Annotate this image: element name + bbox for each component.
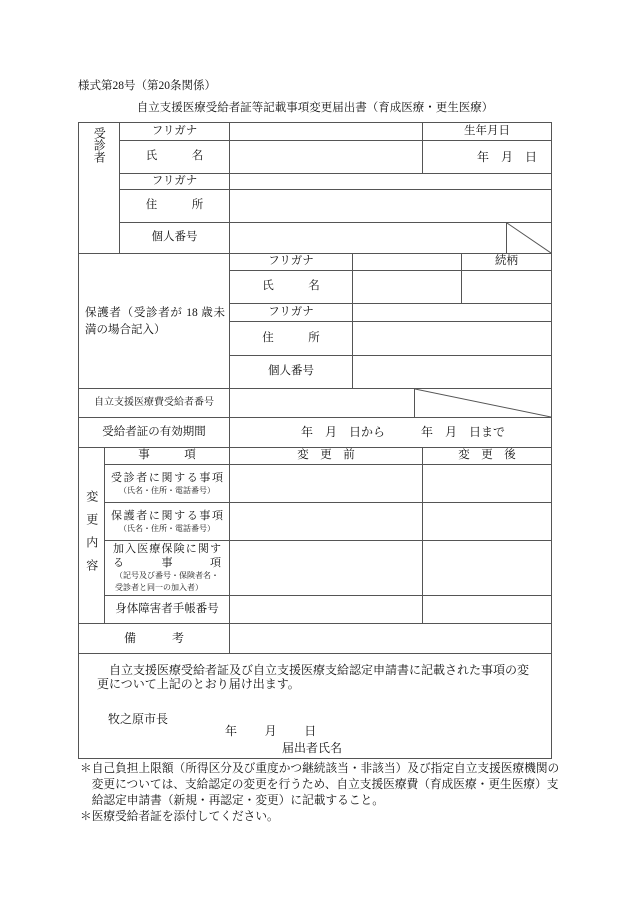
- change-row-patient-before: [229, 464, 423, 503]
- patient-number-void-cell: [506, 222, 552, 254]
- guardian-address-furigana-field: [352, 303, 552, 322]
- patient-furigana-label: フリガナ: [119, 122, 230, 141]
- patient-address-furigana-label: フリガナ: [119, 173, 230, 190]
- changes-header-item: 事 項: [104, 447, 230, 465]
- declaration-text: 自立支援医療受給者証及び自立支援医療支給認定申請書に記載された事項の変更について上記のとおり届け出ます。: [97, 663, 530, 691]
- change-row-disability-before: [229, 595, 423, 624]
- footnote: ＊自己負担上限額（所得区分及び重度かつ継続該当・非該当）及び指定自立支援医療機関の変更については、支給認定の変更を行うため、自立支援医療費（育成医療・更生医療）支給認定申請書（新規・再認定・変更）に記載すること。: [80, 762, 560, 807]
- patient-name-field: [229, 140, 423, 174]
- diagonal-strike: [507, 223, 551, 253]
- validity-period-field: 年 月 日から 年 月 日まで: [229, 417, 552, 448]
- validity-period-label: 受給者証の有効期間: [78, 417, 230, 448]
- diagonal-strike: [415, 389, 551, 417]
- change-row-insurance-before: [229, 540, 423, 596]
- change-row-title: 加入医療保険に関する事項: [113, 543, 221, 569]
- change-row-title: 受診者に関する事項: [111, 471, 223, 484]
- changes-header-after: 変 更 後: [422, 447, 552, 465]
- guardian-section-label: [78, 253, 230, 389]
- guardian-address-field: [352, 321, 552, 356]
- recipient-number-label: 自立支援医療費受給者番号: [78, 388, 230, 418]
- change-row-patient-after: [422, 464, 552, 503]
- patient-birth-date-field: 年 月 日: [422, 140, 552, 174]
- footnote: ＊医療受給者証を添付してください。: [80, 810, 279, 823]
- patient-birth-date-label: 生年月日: [422, 122, 552, 141]
- change-row-note: （氏名・住所・電話番号）: [119, 523, 215, 533]
- recipient-number-void-cell: [414, 388, 552, 418]
- addressee: 牧之原市長: [108, 712, 169, 726]
- change-row-insurance-after: [422, 540, 552, 596]
- guardian-furigana-label: フリガナ: [229, 253, 353, 271]
- recipient-number-field: [229, 388, 415, 418]
- patient-section-label-text: 受診者: [92, 127, 107, 163]
- guardian-furigana-field: [352, 253, 462, 271]
- declaration-box: [78, 653, 552, 759]
- patient-section-label: [78, 122, 120, 254]
- guardian-address-furigana-label: フリガナ: [229, 303, 353, 322]
- change-row-disability-after: [422, 595, 552, 624]
- applicant-name-label: 届出者氏名: [282, 741, 343, 755]
- footnotes: [80, 761, 564, 825]
- change-row-patient-label: [104, 464, 230, 503]
- change-row-guardian-before: [229, 502, 423, 541]
- change-row-guardian-label: [104, 502, 230, 541]
- declaration-date: 年 月 日: [225, 724, 318, 738]
- guardian-relationship-field: [461, 270, 552, 304]
- remarks-field: [229, 623, 552, 654]
- changes-section-label: [78, 447, 105, 624]
- form-number: 様式第28号（第20条関係）: [78, 80, 216, 92]
- guardian-name-label: 氏 名: [229, 270, 353, 304]
- patient-individual-number-field: [229, 222, 507, 254]
- changes-header-before: 変 更 前: [229, 447, 423, 465]
- guardian-relationship-label: 続柄: [461, 253, 552, 271]
- guardian-individual-number-field: [352, 355, 552, 389]
- changes-section-label-text: 変更内容: [84, 489, 99, 582]
- guardian-section-label-text: 保護者（受診者が 18 歳未満の場合記入）: [85, 307, 225, 336]
- guardian-address-label: 住 所: [229, 321, 353, 356]
- change-row-note: （氏名・住所・電話番号）: [119, 485, 215, 495]
- change-row-disability-label: 身体障害者手帳番号: [104, 595, 230, 624]
- patient-address-label: 住 所: [119, 189, 230, 223]
- change-row-note: （記号及び番号・保険者名・受診者と同一の加入者）: [115, 571, 219, 592]
- change-row-guardian-after: [422, 502, 552, 541]
- form-title: 自立支援医療受給者証等記載事項変更届出書（育成医療・更生医療）: [136, 102, 494, 114]
- guardian-name-field: [352, 270, 462, 304]
- guardian-individual-number-label: 個人番号: [229, 355, 353, 389]
- patient-individual-number-label: 個人番号: [119, 222, 230, 254]
- patient-name-label: 氏 名: [119, 140, 230, 174]
- change-row-insurance-label: [104, 540, 230, 596]
- patient-address-field: [229, 189, 552, 223]
- patient-address-furigana-field: [229, 173, 552, 190]
- patient-furigana-field: [229, 122, 423, 141]
- change-row-title: 保護者に関する事項: [111, 509, 223, 522]
- remarks-label: 備 考: [78, 623, 230, 654]
